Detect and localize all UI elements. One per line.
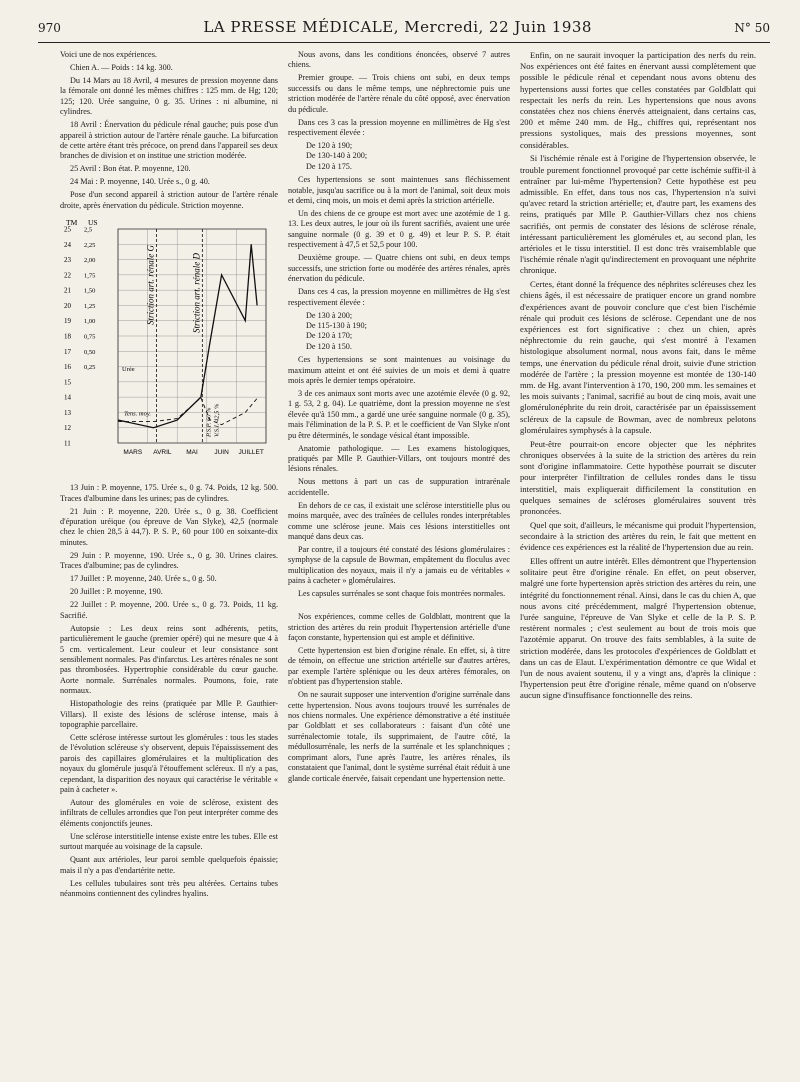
y-tick-label: 19 [64,317,71,326]
paragraph: 25 Avril : Bon état. P. moyenne, 120. [70,164,191,174]
paragraph: Du 14 Mars au 18 Avril, 4 mesures de pression moyenne dans la fémorale ont donné les mêmes chiffres : 125 mm. de Hg; 120; 125; 120. Urée sanguine, 0 g. 35. Urines : ni albumine, ni cylindres. [60,76,278,117]
paragraph: Nos expériences, comme celles de Goldblatt, montrent que la striction des artères du rein produit l'hypertension artérielle d'une façon constante, hypertension qui est ample et définitive. [288,612,510,643]
annotation-striction-d: Striction art. rénale D [191,253,202,334]
y-tick-label: 22 [64,271,71,280]
list-item: De 130 à 200; [306,310,353,320]
urea-tick-label: 0,25 [84,364,96,372]
pressure-chart [60,215,278,477]
urea-tick-label: 2,5 [84,226,93,234]
paragraph: 24 Mai : P. moyenne, 140. Urée s., 0 g. 40. [70,177,210,187]
paragraph: 17 Juillet : P. moyenne, 240. Urée s., 0 g. 50. [70,574,217,584]
paragraph: 13 Juin : P. moyenne, 175. Urée s., 0 g. 74. Poids, 12 kg. 500. Traces d'albumine dans les urines; pas de cylindres. [60,483,278,503]
x-tick-label: MAI [186,449,198,457]
paragraph: Pose d'un second appareil à striction autour de l'artère rénale droite, après énervation du pédicule. Striction moyenne. [60,190,278,210]
y-tick-label: 20 [64,302,71,311]
paragraph: Dans ces 4 cas, la pression moyenne en millimètres de Hg s'est respectivement élevée : [288,287,510,307]
paragraph: Peut-être pourrait-on encore objecter que les néphrites chroniques observées à la suite de la striction des artères du rein sont d'origine inflammatoire. Cette hypothèse pourrait se discuter pour interpréter l'infiltration de cellules rondes dans le tissu interstitiel, mais expliquerait difficilement la constitution en quelques semaines de scléroses glomérulaires souvent très prononcées. [520,438,756,516]
x-tick-label: MARS [123,449,143,457]
urea-tick-label: 2,00 [84,257,96,265]
urea-tick-label: 1,50 [84,287,96,295]
y-tick-label: 21 [64,286,71,295]
column-2 [288,50,510,787]
annotation-psp: P.S.P. 60 % [205,407,213,438]
paragraph: Une sclérose interstitielle intense existe entre les tubes. Elle est surtout marquée au voisinage de la capsule. [60,831,278,852]
paragraph: 18 Avril : Énervation du pédicule rénal gauche; puis pose d'un appareil à striction autour de l'artère rénale gauche. La bifurcation de cette artère étant très précoce, on prend dans l'appareil ses deux branches de division et on institue une striction modérée. [60,120,278,161]
paragraph: Quant aux artérioles, leur paroi semble quelquefois épaissie; mais il n'y a pas d'endartérite nette. [60,855,278,875]
section-gap [288,602,510,612]
paragraph: Nous avons, dans les conditions énoncées, observé 7 autres chiens. [288,50,510,70]
column-1 [60,50,278,902]
list-item: De 115-130 à 190; [306,320,367,330]
paragraph: Nous mettons à part un cas de suppuration intrarénale accidentelle. [288,477,510,497]
paragraph: Enfin, on ne saurait invoquer la participation des nerfs du rein. Nos expériences ont été faites en énervant aussi complètement que possible le pédicule rénal et cependant nous avons obtenu des hypertensions aussi fortes que celles constatées par Goldblatt qui respectait les nerfs du rein. Les hypertensions que nous avons constatées chez nos chiens énervés atteignaient, dans certains cas, 200 et même 240 mm. de Hg., chiffres qui, représentant nos pressions systoliques, mais des pressions moyennes, sont considérables. [520,50,756,150]
x-tick-label: AVRIL [153,449,172,457]
paragraph: Ces hypertensions se sont maintenues au voisinage du maximum atteint et ont été suivies de un mois et demi à quatre mois après le dernier temps opératoire. [288,355,510,385]
paragraph: Les cellules tubulaires sont très peu altérées. Certains tubes néanmoins contiennent des cylindres hyalins. [60,878,278,898]
y-tick-label: 12 [64,424,71,433]
paragraph: Deuxième groupe. — Quatre chiens ont subi, en deux temps successifs, une striction forte ou modérée des artères rénales, après énervation du pédicule. [288,253,510,284]
paragraph: Elles offrent un autre intérêt. Elles démontrent que l'hypertension solitaire peut être d'origine rénale. En effet, on peut observer, malgré une forte hypertension après striction des artères du rein, une intégrité du fonctionnement rénal. Ainsi, dans le cas du chien A, que nous avons cité précédemment, malgré l'hypertension obtenue, l'urée sanguine, l'épreuve de Van Slyke et celle de la P. S. P. restèrent normales ; c'est seulement au bout de trois mois que l'azotémie apparut. On trouve des faits semblables, à la suite de striction modérée, dans les protocoles d'expériences de Goldblatt et dans un cas de Elaut. L'expérimentation démontre ce que Widal et l'un de nous avaient soutenu, il y a vingt ans, d'après la clinique : l'hypertension peut être d'origine rénale, même quand on n'observe aucun signe d'insuffisance fonctionnelle des reins. [520,555,756,701]
pressure-list-2 [306,311,510,353]
paragraph: En dehors de ce cas, il existait une sclérose interstitielle plus ou moins marquée, avec des traînées de cellules rondes interprétables comme une sclérose jeune. Mais ces lésions interstitielles ont manqué dans deux cas. [288,500,510,541]
paragraph: Certes, étant donné la fréquence des néphrites scléreuses chez les chiens âgés, il est nécessaire de pratiquer encore un grand nombre d'expériences avant de pouvoir conclure que c'est bien l'ischémie rénale qui produit ces lésions de sclérose. Cependant une de nos expériences est fort significative : chez un chien, après néphrectomie du rein gauche, qui s'est montré à l'examen histologique absolument normal, nous avons fait, dans le même temps, une énervation du pédicule rénal droit, suivie d'une striction modérée de l'artère ; la pression moyenne est montée de 130-140 mm. de Hg. avant l'intervention à 170, 190, 200 mm. les semaines et les mois suivants ; l'animal, sacrifié au bout de cinq mois, avait une glomérulonéphrite du rein droit, caractérisée par un épaississement scléreux de la capsule de Bowman, avec de nombreux pelotons glomérulaires symphysés à la capsule. [520,279,756,435]
paragraph: 21 Juin : P. moyenne, 220. Urée s., 0 g. 38. Coefficient d'épuration uréique (ou épreuve de Van Slyke), 42,5 (normale chez le chien 28,5 à 44,7). P. S. P., 60 pour 100 en soixante-dix minutes. [60,506,278,547]
pressure-list-1 [306,141,510,172]
paragraph: On ne saurait supposer une intervention d'origine surrénale dans cette hypertension. Nous avons toujours trouvé les surrénales de nos chiens normales. Une expérience démonstrative a été instituée par Goldblatt et ses collaborateurs : faisant d'un côté une surrénalectomie totale, ils supprimaient, de l'autre côté, la médullosurrénale, les nerfs de la surrénale et les splanchniques ; comprimant alors, l'une après l'autre, les artères rénales, ils constataient que l'animal, dont le système surrénal était réduit à une glande corticale énervée, faisait cependant une hypertension nette. [288,690,510,783]
x-tick-label: JUILLET [238,449,264,457]
paragraph: Les capsules surrénales se sont chaque fois montrées normales. [298,589,506,599]
y-tick-label: 15 [64,378,71,387]
urea-tick-label: 2,25 [84,242,96,250]
journal-title: LA PRESSE MÉDICALE, Mercredi, 22 Juin 1938 [203,18,592,36]
paragraph: 20 Juillet : P. moyenne, 190. [70,587,163,597]
urea-tick-label: 1,00 [84,318,96,326]
y-tick-label: 13 [64,409,71,418]
y-axis-title: TM [66,218,78,228]
paragraph: Histopathologie des reins (pratiquée par Mlle P. Gauthier-Villars). Il existe des lésions de sclérose intense, mais à topographie parcellaire. [60,699,278,729]
page-header [38,18,770,40]
urea-tick-label: 0,75 [84,333,96,341]
page-number: 970 [38,21,61,35]
paragraph: Voici une de nos expériences. [60,50,157,59]
y-tick-label: 16 [64,363,71,372]
annotation-urea: Urée [122,366,135,374]
paragraph: Dans ces 3 cas la pression moyenne en millimètres de Hg s'est respectivement élevée : [288,117,510,138]
x-tick-label: JUIN [214,449,229,457]
urea-tick-label: 1,75 [84,272,96,280]
urea-axis-title: US [88,218,98,228]
paragraph: 29 Juin : P. moyenne, 190. Urée s., 0 g. 30. Urines claires. Traces d'albumine; pas de cylindres. [60,550,278,571]
list-item: De 130-140 à 200; [306,151,368,161]
issue-number: N° 50 [734,21,770,35]
paragraph: 22 Juillet : P. moyenne, 200. Urée s., 0 g. 73. Poids, 11 kg. Sacrifié. [60,600,278,620]
paragraph: Un des chiens de ce groupe est mort avec une azotémie de 1 g. 13. Les deux autres, le jour où ils furent sacrifiés, avaient une urée sanguine normale (0 g. 39 et 0 g. 49) et leur P. S. P. était respectivement à 47,5 et 52,5 pour 100. [288,209,510,250]
column-3 [520,50,756,704]
paragraph: Autopsie : Les deux reins sont adhérents, petits, particulièrement le gauche (premier opéré) qui ne mesure que 4 à 5 cm. verticalement. Leur couleur et leur consistance sont sensiblement normales. Pas d'infarctus. Les artères rénales ne sont pas thrombosées. Hypertrophie considérable du cœur gauche. Aorte normale. Surrénales normales. Poumons, foie, rate normaux. [60,623,278,696]
list-item: De 120 à 170; [306,331,353,341]
chart-svg [60,215,278,477]
y-tick-label: 14 [64,393,71,402]
paragraph: Anatomie pathologique. — Les examens histologiques, pratiqués par Mlle P. Gauthier-Villars, ont toujours montré des lésions rénales. [288,443,510,474]
paragraph: Par contre, il a toujours été constaté des lésions glomérulaires : symphyse de la capsule de Bowman, empâtement du floculus avec multiplication des noyaux, mais il n'y a jamais eu de véritables « pains à cacheter » glomérulaires. [288,545,510,586]
paragraph: Chien A. — Poids : 14 kg. 300. [70,63,173,72]
y-tick-label: 11 [64,439,71,448]
annotation-tension: Tens. moy. [124,410,152,418]
paragraph: Ces hypertensions se sont maintenues sans fléchissement notable, jusqu'au sacrifice ou à la mort de l'animal, soit deux mois et demi, cinq mois, un mois et demi après la striction artérielle. [288,175,510,206]
y-tick-label: 24 [64,241,71,250]
y-tick-label: 25 [64,225,71,234]
urea-tick-label: 1,25 [84,303,96,311]
paragraph: Si l'ischémie rénale est à l'origine de l'hypertension observée, le trouble purement fonctionnel provoqué par cette ischémie suffit-il à entraîner par lui-même l'hypertension? Cette hypothèse est peu admissible. En effet, dans tous nos cas, l'hypertension n'a suivi qu'avec retard la striction artérielle; et, d'autre part, les examens des reins, pratiqués par Mlle P. Gauthier-Villars chez nos chiens sacrifiés, ont permis de constater des lésions de sclérose rénale, intéressant particulièrement les glomérules et, au second plan, les artérioles et le tissu interstitiel. Il est donc très vraisemblable que l'ischémie rénale n'agit qu'indirectement en provoquant une néphrite chronique. [520,153,756,276]
y-tick-label: 23 [64,256,71,265]
paragraph: Autour des glomérules en voie de sclérose, existent des infiltrats de cellules arrondies que l'on peut interpréter comme des éléments conjonctifs jeunes. [60,797,278,828]
paragraph: 3 de ces animaux sont morts avec une azotémie élevée (0 g. 92, 1 g. 53, 2 g. 04). Le quatrième, dont la pression moyenne ne s'est élevée qu'à 150 mm., a gardé une urée sanguine normale (0 g. 35), mais l'élimination de la P. S. P. et le coefficient de Van Slyke n'ont pu être déterminés, le sondage vésical étant impossible. [288,388,510,440]
header-rule [38,42,770,43]
list-item: De 120 à 150. [306,341,352,351]
list-item: De 120 à 175. [306,161,352,171]
y-tick-label: 17 [64,348,71,357]
paragraph: Cette hypertension est bien d'origine rénale. En effet, si, à titre de témoin, on effectue une striction artérielle sur d'autres artères, par exemple l'artère splénique ou les deux artères fémorales, on n'obtient pas d'hypertension stable. [288,646,510,687]
paragraph: Quel que soit, d'ailleurs, le mécanisme qui produit l'hypertension, secondaire à la striction des artères du rein, le fait que mettent en évidence ces expériences est la réalité de l'hypertension due au rein. [520,519,756,553]
annotation-striction-g: Striction art. rénale G [145,245,156,326]
paragraph: Cette sclérose intéresse surtout les glomérules : tous les stades de l'évolution scléreuse s'y observent, depuis l'épaississement des parois des capillaires glomérulaires et la multiplication des noyaux du glomérule jusqu'à l'étouffement scléreux. Il n'y a pas, cependant, la disparition des noyaux qui caractérise le véritable « pain à cacheter ». [60,732,278,794]
annotation-vsi: V.S.I. 42,5 % [213,403,221,438]
y-tick-label: 18 [64,332,71,341]
list-item: De 120 à 190; [306,141,353,151]
urea-tick-label: 0,50 [84,349,96,357]
paragraph: Premier groupe. — Trois chiens ont subi, en deux temps successifs ou dans le même temps, une néphrectomie puis une striction modérée de l'artère rénale du côté opposé, avec énervation du pédicule. [288,73,510,114]
